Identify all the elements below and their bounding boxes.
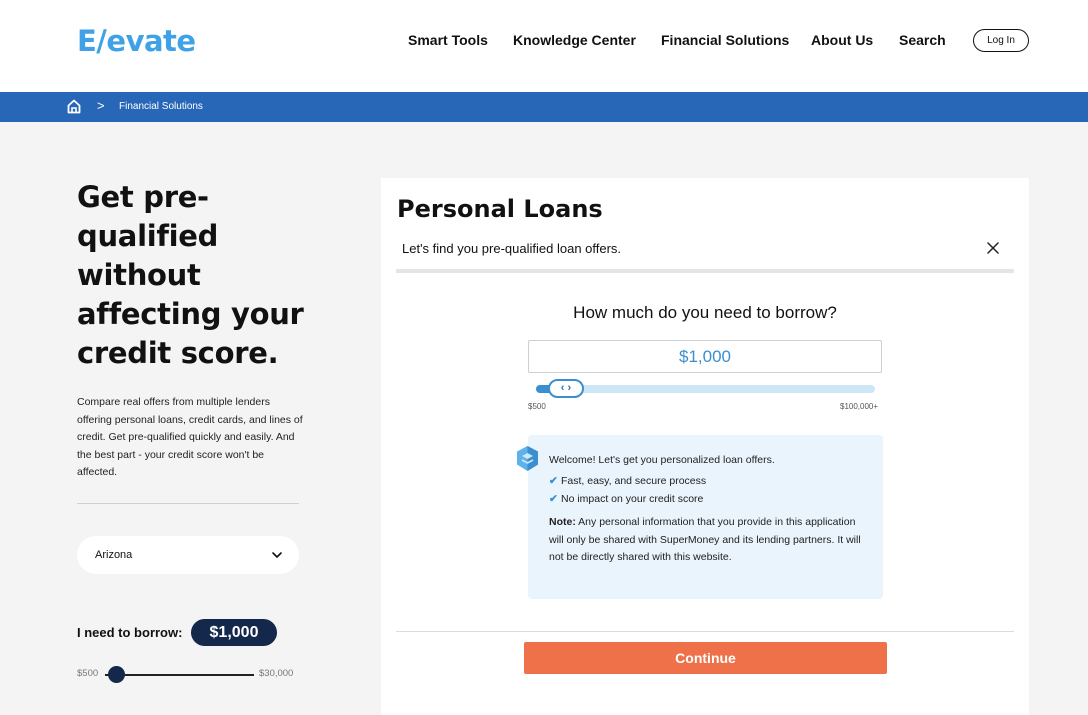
breadcrumb: [0, 92, 1088, 122]
check-item: [549, 493, 703, 505]
hero-line: without: [77, 258, 201, 292]
check-icon: ✔: [549, 475, 558, 487]
chevron-right-icon: >: [97, 98, 105, 113]
shield-badge-icon: [515, 445, 540, 472]
nav-search[interactable]: Search: [899, 32, 946, 48]
login-button[interactable]: Log In: [973, 29, 1029, 52]
borrow-slider-handle[interactable]: [108, 666, 125, 683]
intro-text: Compare real offers from multiple lenders offering personal loans, credit cards, and lines of credit. Get pre-qualified quickly and easily. And the best part - your credit score won't be affected.: [77, 396, 303, 478]
nav-smart-tools[interactable]: Smart Tools: [408, 32, 488, 48]
chevron-down-icon: [271, 549, 283, 561]
borrow-question: How much do you need to borrow?: [573, 303, 837, 322]
slider-handle[interactable]: [548, 379, 584, 398]
borrow-label: I need to borrow:: [77, 625, 183, 640]
hero-line: qualified: [77, 219, 219, 253]
borrow-slider-track[interactable]: [105, 674, 254, 676]
note-text: Any personal information that you provide in this application will only be shared with SuperMoney and its lending partners. It will not be directly shared with this website.: [549, 516, 861, 563]
loan-amount-slider[interactable]: [536, 385, 875, 393]
state-select[interactable]: [77, 536, 299, 574]
info-box: [528, 435, 883, 599]
slider-arrows-icon: ‹ ›: [560, 382, 572, 394]
slider-min-label: $500: [77, 668, 99, 679]
home-icon[interactable]: [67, 99, 81, 114]
hero-heading: [77, 178, 317, 373]
note-label: Note:: [549, 516, 576, 528]
site-header: [0, 0, 1088, 92]
borrow-amount-badge: $1,000: [191, 619, 277, 646]
divider: [77, 503, 299, 504]
breadcrumb-current[interactable]: Financial Solutions: [119, 101, 203, 112]
loan-card: [381, 178, 1029, 715]
slider-min-label: $500: [528, 402, 546, 411]
progress-bar: [396, 269, 1014, 273]
nav-financial-solutions[interactable]: Financial Solutions: [661, 32, 790, 48]
check-text: No impact on your credit score: [561, 493, 704, 505]
privacy-note: [549, 514, 864, 567]
slider-max-label: $100,000+: [840, 402, 879, 411]
slider-max-label: $30,000: [259, 668, 294, 679]
loan-amount-input[interactable]: $1,000: [528, 340, 882, 373]
nav-knowledge-center[interactable]: Knowledge Center: [513, 32, 636, 48]
site-logo[interactable]: E/evate: [77, 24, 196, 58]
state-select-value: Arizona: [95, 549, 133, 561]
card-title: Personal Loans: [397, 195, 603, 223]
check-item: [549, 475, 706, 487]
continue-button[interactable]: Continue: [524, 642, 887, 674]
info-welcome: Welcome! Let's get you personalized loan offers.: [549, 454, 775, 466]
close-icon[interactable]: [987, 242, 999, 254]
hero-line: Get pre-: [77, 180, 209, 214]
hero-line: affecting your: [77, 297, 304, 331]
hero-line: credit score.: [77, 336, 279, 370]
check-text: Fast, easy, and secure process: [561, 475, 707, 487]
check-icon: ✔: [549, 493, 558, 505]
divider: [396, 631, 1014, 632]
nav-about-us[interactable]: About Us: [811, 32, 874, 48]
card-subtitle: Let's find you pre-qualified loan offers.: [402, 241, 622, 256]
